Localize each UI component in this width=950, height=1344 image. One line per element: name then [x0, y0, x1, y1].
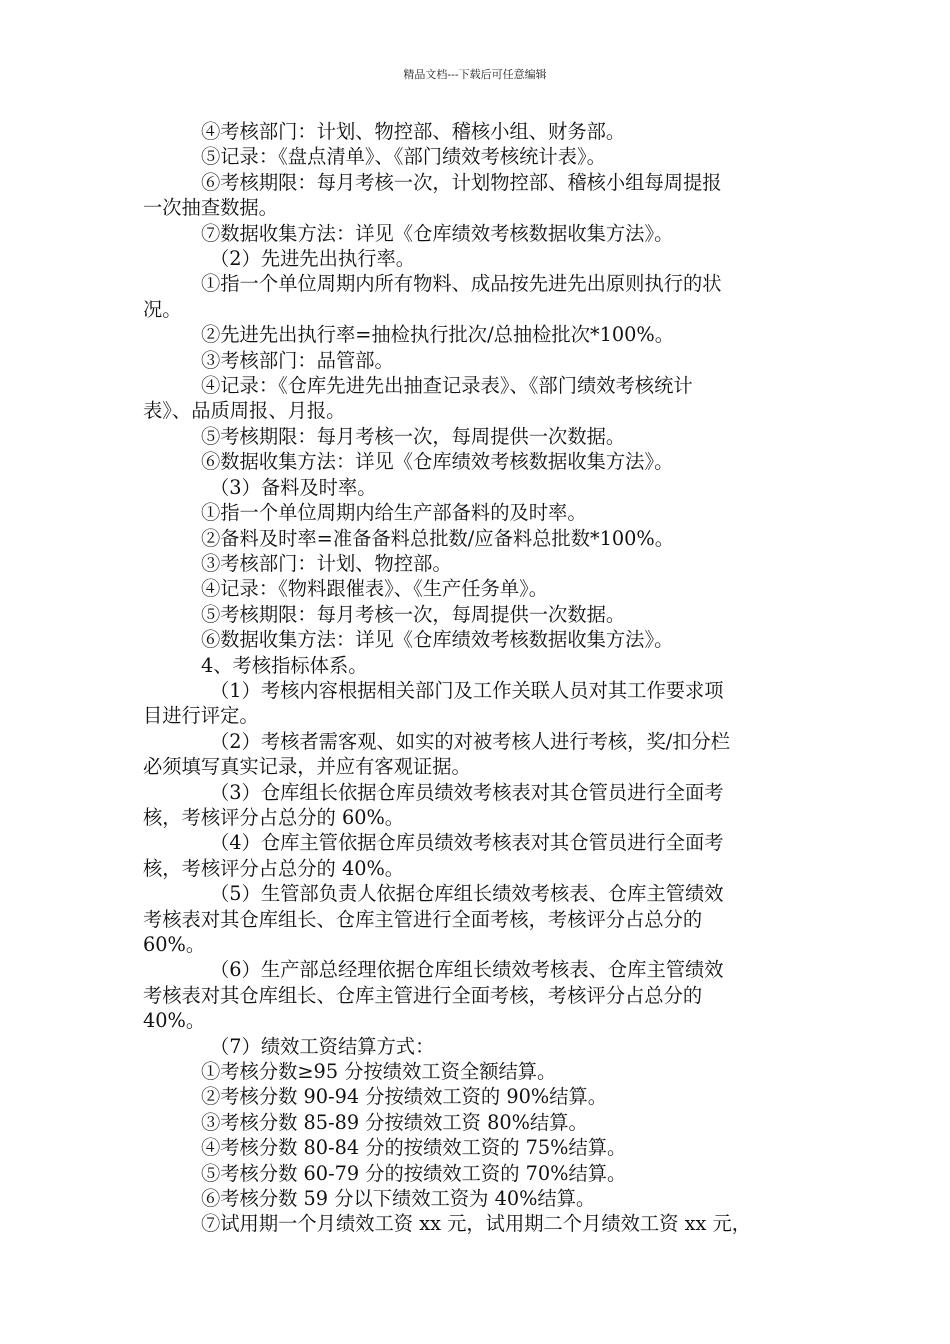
- text-line: 况。: [143, 297, 182, 321]
- text-line: 考核表对其仓库组长、仓库主管进行全面考核，考核评分占总分的: [143, 907, 703, 931]
- text-line: （4）仓库主管依据仓库员绩效考核表对其仓管员进行全面考: [210, 831, 724, 855]
- text-line: ⑤考核期限：每月考核一次，每周提供一次数据。: [201, 602, 626, 626]
- text-line: 表》、品质周报、月报。: [143, 399, 346, 423]
- section-heading: 4、考核指标体系。: [201, 653, 368, 677]
- text-line: （6）生产部总经理依据仓库组长绩效考核表、仓库主管绩效: [210, 958, 724, 982]
- text-line: 必须填写真实记录，并应有客观证据。: [143, 755, 471, 779]
- text-line: ④考核部门：计划、物控部、稽核小组、财务部。: [201, 120, 626, 143]
- document-body: [143, 119, 813, 1237]
- text-line: ⑤记录：《盘点清单》、《部门绩效考核统计表》。: [201, 145, 606, 169]
- text-line: ②考核分数 90-94 分按绩效工资的 90%结算。: [201, 1085, 608, 1109]
- text-line: 60%。: [143, 933, 206, 956]
- text-line: ⑥数据收集方法：详见《仓库绩效考核数据收集方法》。: [201, 450, 674, 474]
- text-line: ④记录：《仓库先进先出抽查记录表》、《部门绩效考核统计: [201, 374, 693, 398]
- text-line: 一次抽查数据。: [143, 196, 278, 220]
- text-line: ①指一个单位周期内给生产部备料的及时率。: [201, 501, 587, 525]
- text-line: ③考核部门：品管部。: [201, 348, 394, 372]
- text-line: 核，考核评分占总分的 40%。: [143, 856, 405, 880]
- text-line: （3）仓库组长依据仓库员绩效考核表对其仓管员进行全面考: [210, 780, 724, 804]
- text-line: （2）先进先出执行率。: [210, 247, 416, 271]
- text-line: 核，考核评分占总分的 60%。: [143, 805, 405, 829]
- text-line: （7）绩效工资结算方式：: [210, 1034, 435, 1058]
- text-line: （3）备料及时率。: [210, 475, 377, 499]
- text-line: ④考核分数 80-84 分的按绩效工资的 75%结算。: [201, 1136, 627, 1160]
- text-line: ①考核分数≥95 分按绩效工资全额结算。: [201, 1060, 557, 1084]
- text-line: ⑤考核期限：每月考核一次，每周提供一次数据。: [201, 424, 626, 448]
- text-line: （2）考核者需客观、如实的对被考核人进行考核，奖/扣分栏: [210, 729, 731, 753]
- text-line: ③考核部门：计划、物控部。: [201, 551, 452, 575]
- text-line: （1）考核内容根据相关部门及工作关联人员对其工作要求项: [210, 678, 724, 702]
- text-line: ⑦数据收集方法：详见《仓库绩效考核数据收集方法》。: [201, 221, 674, 245]
- text-line: ⑦试用期一个月绩效工资 xx 元，试用期二个月绩效工资 xx 元，: [201, 1212, 752, 1236]
- text-line: ②先进先出执行率=抽检执行批次/总抽检批次*100%。: [201, 323, 675, 347]
- text-line: 40%。: [143, 1009, 206, 1033]
- text-line: ⑥考核分数 59 分以下绩效工资为 40%结算。: [201, 1187, 596, 1211]
- text-line: （5）生管部负责人依据仓库组长绩效考核表、仓库主管绩效: [210, 882, 724, 906]
- text-line: 考核表对其仓库组长、仓库主管进行全面考核，考核评分占总分的: [143, 983, 703, 1007]
- text-line: ⑤考核分数 60-79 分的按绩效工资的 70%结算。: [201, 1161, 627, 1185]
- text-line: ④记录：《物料跟催表》、《生产任务单》。: [201, 577, 549, 601]
- text-line: 目进行评定。: [143, 704, 259, 728]
- page-header: 精品文档---下载后可任意编辑: [403, 68, 547, 81]
- text-line: ⑥考核期限：每月考核一次，计划物控部、稽核小组每周提报: [201, 170, 722, 194]
- text-line: ①指一个单位周期内所有物料、成品按先进先出原则执行的状: [201, 272, 722, 296]
- text-line: ⑥数据收集方法：详见《仓库绩效考核数据收集方法》。: [201, 628, 674, 652]
- text-line: ②备料及时率=准备备料总批数/应备料总批数*100%。: [201, 526, 675, 550]
- text-line: ③考核分数 85-89 分按绩效工资 80%结算。: [201, 1110, 588, 1134]
